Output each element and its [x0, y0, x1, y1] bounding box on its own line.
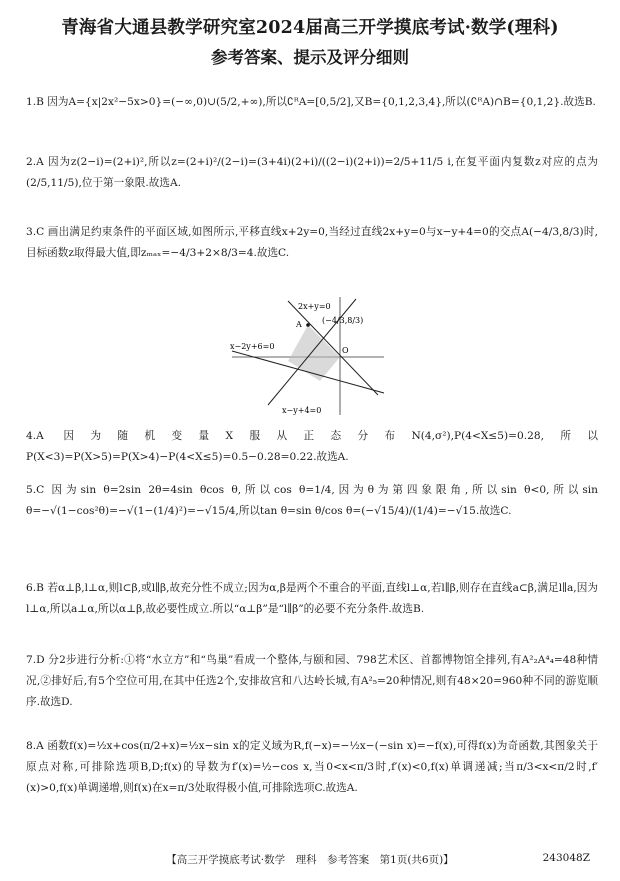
answer-text: 因为z(2−i)=(2+i)²,所以z=(2+i)²/(2−i)=(3+4i)(2+i)/((2−i)(2+i))=2/5+11/5 i,在复平面内复数z对应的点为(2/5,11/5),位于第一象限.故选A.	[26, 156, 598, 189]
answer-text: 因为随机变量X服从正态分布N(4,σ²),P(4<X≤5)=0.28,所以P(X<3)=P(X>5)=P(X>4)−P(4<X≤5)=0.5−0.28=0.22.故选A.	[26, 430, 598, 463]
answer-item-2	[26, 152, 598, 194]
answer-text: 函数f(x)=½x+cos(π/2+x)=½x−sin x的定义域为R,f(−x)=−½x−(−sin x)=−f(x),可得f(x)为奇函数,其图象关于原点对称,可排除选项B,D;f(x)的导数为f′(x)=½−cos x,当0<x<π/3时,f′(x)<0,f(x)单调递减;当π/3<x<π/2时,f′(x)>0,f(x)单调递增,则f(x)在x=π/3处取得极小值,可排除选项C.故选A.	[26, 740, 598, 794]
fig-label-A-coords: (−4/3,8/3)	[322, 316, 364, 325]
answer-item-6	[26, 578, 598, 620]
answer-item-1	[26, 92, 598, 113]
page-subtitle: 参考答案、提示及评分细则	[211, 48, 409, 67]
answer-text: 因为A={x|2x²−5x>0}=(−∞,0)∪(5/2,+∞),所以∁ᴿA=[0,5/2],又B={0,1,2,3,4},所以(∁ᴿA)∩B={0,1,2}.故选B.	[47, 96, 596, 108]
answer-number: 5.C	[26, 484, 45, 496]
answer-number: 1.B	[26, 96, 44, 108]
feasible-region-figure	[228, 295, 388, 417]
answer-item-5	[26, 480, 598, 522]
answer-item-7	[26, 650, 598, 713]
answer-number: 4.A	[26, 430, 44, 442]
answer-number: 2.A	[26, 156, 44, 168]
footer-page-info: 【高三开学摸底考试·数学 理科 参考答案 第1页(共6页)】	[166, 854, 454, 866]
fig-label-2x-y: 2x+y=0	[298, 302, 331, 311]
fig-label-origin: O	[342, 346, 349, 355]
answer-item-4	[26, 426, 598, 468]
answer-number: 8.A	[26, 740, 44, 752]
answer-item-3	[26, 222, 598, 264]
answer-text: 画出满足约束条件的平面区域,如图所示,平移直线x+2y=0,当经过直线2x+y=0与x−y+4=0的交点A(−4/3,8/3)时,目标函数z取得最大值,即zₘₐₓ=−4/3+2×8/3=4.故选C.	[26, 226, 598, 259]
answer-number: 3.C	[26, 226, 45, 238]
answer-number: 7.D	[26, 654, 45, 666]
answer-text: 因为sin θ=2sin 2θ=4sin θcos θ,所以cos θ=1/4,因为θ为第四象限角,所以sin θ<0,所以sin θ=−√(1−cos²θ)=−√(1−(1/4)²)=−√15/4,所以tan θ=sin θ/cos θ=(−√15/4)/(1/4)=−√15.故选C.	[26, 484, 598, 517]
answer-text: 若α⊥β,l⊥α,则l⊂β,或l∥β,故充分性不成立;因为α,β是两个不重合的平面,直线l⊥α,若l∥β,则存在直线a⊂β,满足l∥a,因为l⊥α,所以a⊥α,所以α⊥β,故必要性成立.所以“α⊥β”是“l∥β”的必要不充分条件.故选B.	[26, 582, 598, 615]
page-title: 青海省大通县教学研究室2024届高三开学摸底考试·数学(理科)	[61, 18, 559, 38]
feasible-region	[288, 325, 340, 381]
fig-label-x-2y-6: x−2y+6=0	[230, 342, 275, 351]
answer-text: 分2步进行分析:①将“水立方”和“鸟巢”看成一个整体,与颐和园、798艺术区、首都博物馆全排列,有A²₂A⁴₄=48种情况,②排好后,有5个空位可用,在其中任选2个,安排故宫和八达岭长城,有A²₅=20种情况,则有48×20=960种不同的游览顺序.故选D.	[26, 654, 598, 708]
footer-code: 243048Z	[542, 852, 590, 864]
point-A	[306, 323, 310, 327]
fig-label-x-y-4: x−y+4=0	[282, 406, 322, 415]
answer-number: 6.B	[26, 582, 44, 594]
answer-item-8	[26, 736, 598, 799]
fig-label-A: A	[296, 320, 302, 329]
